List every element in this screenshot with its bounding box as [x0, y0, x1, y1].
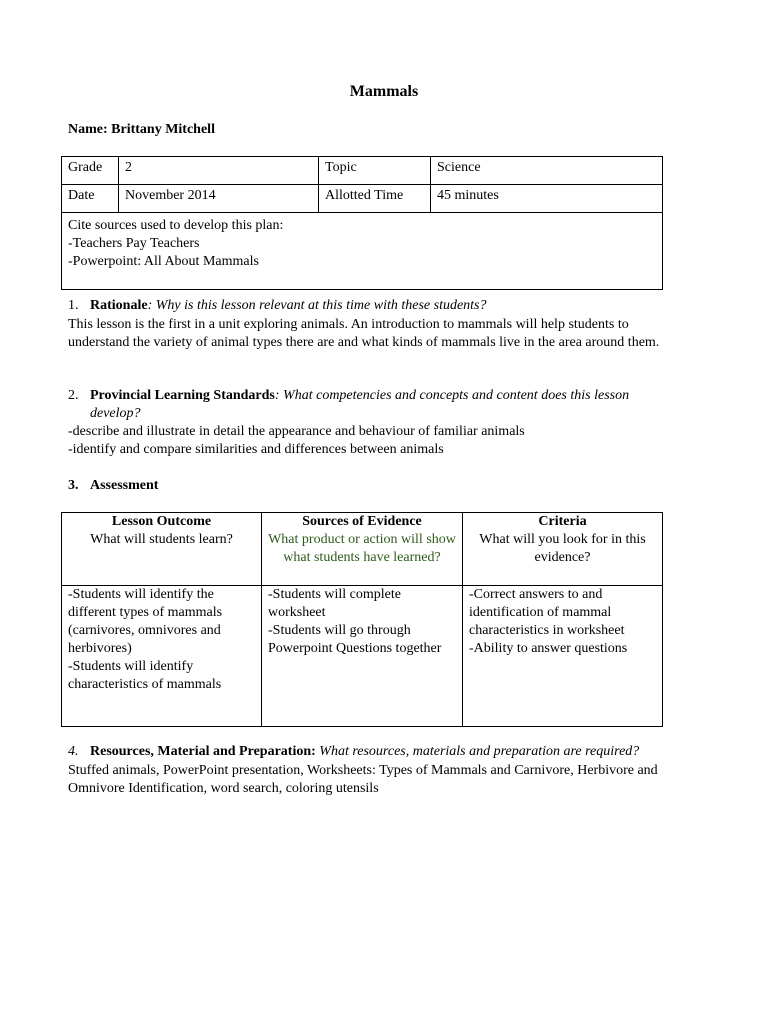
criteria-header — [463, 513, 663, 586]
section-title: Assessment — [90, 478, 159, 493]
section-number: 1. — [68, 298, 79, 313]
section-title: Rationale — [90, 298, 148, 313]
topic-value: Science — [431, 157, 663, 185]
sources-cell — [62, 213, 663, 290]
standard-item: -identify and compare similarities and differences between animals — [68, 442, 444, 457]
lesson-outcome-header — [62, 513, 262, 586]
sources-heading: Cite sources used to develop this plan: — [68, 218, 284, 233]
section-prompt: : What competencies and concepts and content does this lesson — [274, 388, 630, 403]
column-title: Sources of Evidence — [302, 514, 422, 529]
source-item: -Powerpoint: All About Mammals — [68, 254, 259, 269]
column-subtitle: What will you look for in this evidence? — [479, 532, 646, 565]
rationale-body: This lesson is the first in a unit exploring animals. An introduction to mammals will help students to understand the variety of animal types there are and what kinds of mammals live in the area around them. — [68, 317, 660, 350]
assessment-header-row — [62, 513, 663, 586]
outcome-item: -Students will identify the different types of mammals (carnivores, omnivores and herbivores) — [68, 587, 223, 656]
document-title: Mammals — [349, 83, 419, 100]
section-assessment-heading — [68, 477, 158, 495]
info-row-sources — [62, 213, 663, 290]
section-title: Provincial Learning Standards — [90, 388, 275, 403]
topic-label: Topic — [319, 157, 431, 185]
section-number: 2. — [68, 388, 79, 403]
evidence-item: -Students will complete worksheet — [268, 587, 401, 620]
author-name: Name: Brittany Mitchell — [68, 122, 215, 137]
date-label: Date — [62, 185, 119, 213]
time-value: 45 minutes — [431, 185, 663, 213]
section-resources-heading — [68, 743, 708, 761]
section-number: 3. — [68, 478, 79, 493]
column-subtitle: What will students learn? — [90, 532, 233, 547]
criteria-item: -Ability to answer questions — [469, 641, 628, 656]
evidence-item: -Students will go through Powerpoint Questions together — [268, 623, 442, 656]
time-label: Allotted Time — [319, 185, 431, 213]
section-prompt: What resources, materials and preparation are required? — [315, 744, 640, 759]
lesson-outcome-cell — [62, 586, 262, 727]
source-item: -Teachers Pay Teachers — [68, 236, 200, 251]
info-row-grade — [62, 157, 663, 185]
section-rationale-heading — [68, 297, 487, 315]
assessment-body-row — [62, 586, 663, 727]
resources-body: Stuffed animals, PowerPoint presentation, Worksheets: Types of Mammals and Carnivore, Herbivore and Omnivore Identification, word search, coloring utensils — [68, 763, 658, 796]
assessment-table — [61, 512, 663, 727]
grade-value: 2 — [119, 157, 319, 185]
evidence-cell — [262, 586, 463, 727]
outcome-item: -Students will identify characteristics of mammals — [68, 659, 222, 692]
section-standards-heading — [68, 387, 688, 405]
section-number: 4. — [68, 744, 79, 759]
column-title: Lesson Outcome — [111, 514, 212, 529]
column-title: Criteria — [538, 514, 587, 529]
section-title: Resources, Material and Preparation: — [90, 744, 316, 759]
standard-item: -describe and illustrate in detail the appearance and behaviour of familiar animals — [68, 424, 525, 439]
date-value: November 2014 — [119, 185, 319, 213]
lesson-info-table — [61, 156, 663, 290]
section-prompt: : Why is this lesson relevant at this time with these students? — [147, 298, 487, 313]
sources-of-evidence-header — [262, 513, 463, 586]
criteria-cell — [463, 586, 663, 727]
criteria-item: -Correct answers to and identification of mammal characteristics in worksheet — [469, 587, 625, 638]
section-prompt-continued: develop? — [90, 406, 141, 421]
info-row-date — [62, 185, 663, 213]
column-subtitle: What product or action will show what students have learned? — [268, 532, 456, 565]
grade-label: Grade — [62, 157, 119, 185]
